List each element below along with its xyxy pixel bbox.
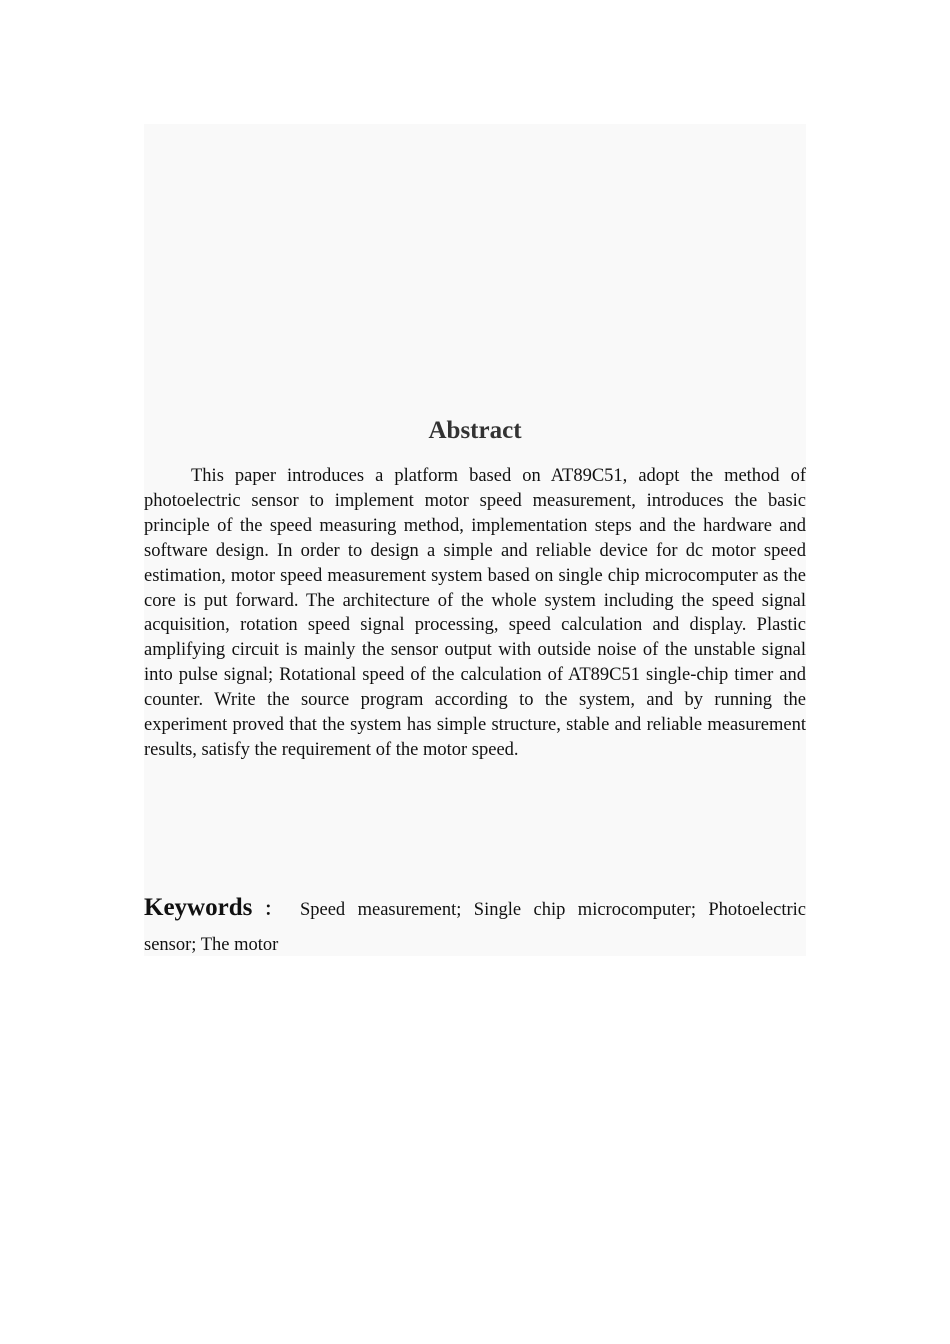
- keywords-text: Speed measurement; Single chip microcomputer; Photoelectric sensor; The motor: [144, 900, 806, 955]
- document-content-block: [144, 124, 806, 956]
- keywords-line: [144, 890, 806, 963]
- keywords-label: Keywords: [144, 894, 253, 921]
- abstract-paragraph: This paper introduces a platform based on AT89C51, adopt the method of photoelectric sensor to implement motor speed measurement, introduces the basic principle of the speed measuring method, implementation steps and the hardware and software design. In order to design a simple and reliable device for dc motor speed estimation, motor speed measurement system based on single chip microcomputer as the core is put forward. The architecture of the whole system including the speed signal acquisition, rotation speed signal processing, speed calculation and display. Plastic amplifying circuit is mainly the sensor output with outside noise of the unstable signal into pulse signal; Rotational speed of the calculation of AT89C51 single-chip timer and counter. Write the source program according to the system, and by running the experiment proved that the system has simple structure, stable and reliable measurement results, satisfy the requirement of the motor speed.: [144, 466, 806, 760]
- keywords-separator: ：: [256, 899, 290, 919]
- abstract-heading: Abstract: [428, 417, 522, 444]
